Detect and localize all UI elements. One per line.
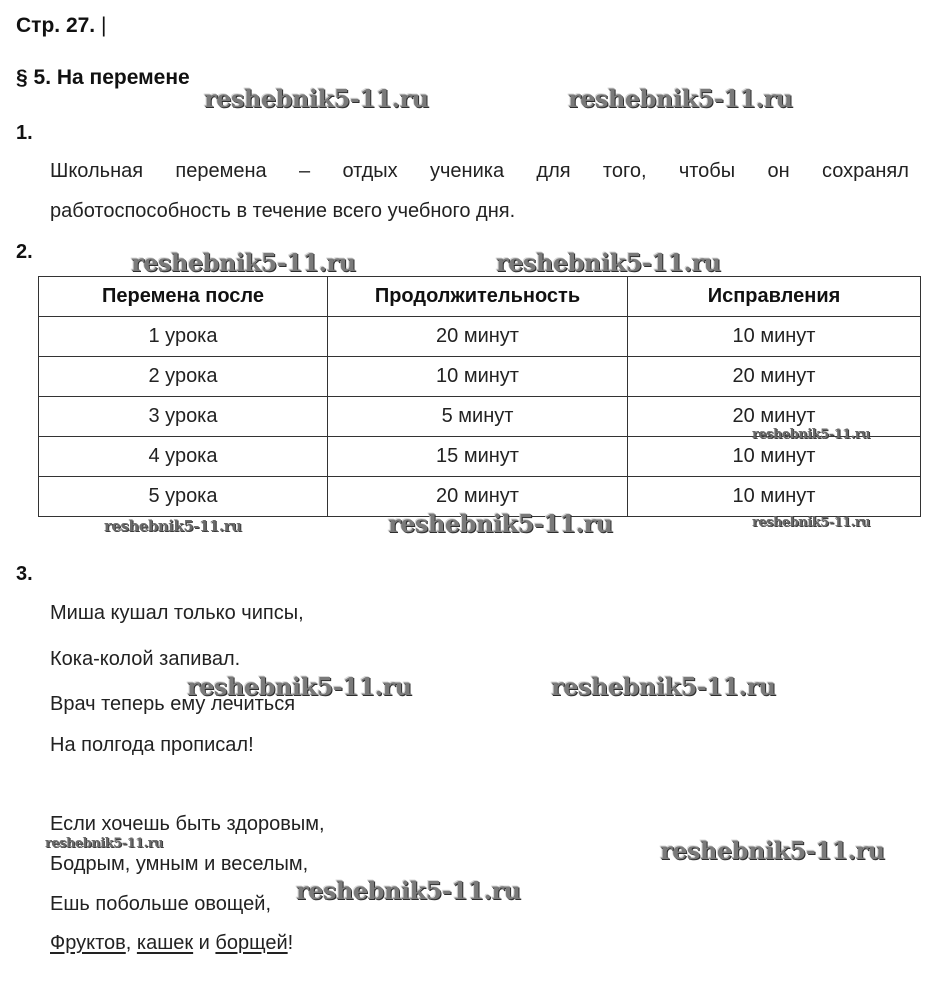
poem-line: Врач теперь ему лечиться: [50, 693, 296, 715]
watermark: reshebnik5-11.ru: [660, 836, 885, 865]
table-cell: 20 минут: [628, 357, 921, 397]
table-cell: 10 минут: [628, 437, 921, 477]
word: ученика: [430, 160, 505, 182]
page-number: Стр. 27.: [16, 14, 101, 37]
table-cell: 2 урока: [39, 357, 328, 397]
table-cell: 20 минут: [628, 397, 921, 437]
watermark: reshebnik5-11.ru: [388, 509, 613, 538]
separator: ,: [125, 932, 137, 954]
underlined-word: кашек: [136, 932, 194, 954]
section-title: § 5. На перемене: [16, 66, 190, 89]
word: для: [536, 160, 571, 182]
watermark: reshebnik5-11.ru: [131, 248, 356, 277]
poem-line: Кока-колой запивал.: [50, 648, 241, 670]
word: того,: [602, 160, 647, 182]
column-header: Исправления: [628, 277, 921, 317]
task-1-line-1: [50, 151, 909, 191]
table-cell: 4 урока: [39, 437, 328, 477]
task-1-line-2: работоспособность в течение всего учебного дня.: [50, 200, 516, 222]
watermark: reshebnik5-11.ru: [104, 517, 242, 535]
column-header: Перемена после: [39, 277, 328, 317]
poem-last-line: [50, 932, 293, 955]
cursor-mark: |: [100, 14, 107, 37]
word: –: [298, 160, 311, 182]
poem-line: Ешь побольше овощей,: [50, 893, 271, 915]
watermark: reshebnik5-11.ru: [187, 672, 412, 701]
table-cell: 5 минут: [328, 397, 628, 437]
word: он: [767, 160, 790, 182]
table-cell: 15 минут: [328, 437, 628, 477]
watermark: reshebnik5-11.ru: [496, 248, 721, 277]
watermark: reshebnik5-11.ru: [45, 836, 164, 851]
table-row: [39, 317, 921, 357]
task-3-number: 3.: [16, 563, 33, 585]
task-1-text: [50, 151, 909, 231]
table-row: [39, 357, 921, 397]
watermark: reshebnik5-11.ru: [568, 84, 793, 113]
poem-line: Если хочешь быть здоровым,: [50, 813, 325, 835]
watermark: reshebnik5-11.ru: [296, 876, 521, 905]
table-header-row: [39, 277, 921, 317]
page-label: [16, 14, 106, 38]
poem-line: Миша кушал только чипсы,: [50, 602, 304, 624]
table-cell: 10 минут: [328, 357, 628, 397]
word: сохранял: [821, 160, 909, 182]
table-cell: 10 минут: [628, 317, 921, 357]
underlined-word: борщей: [215, 932, 288, 954]
task-2-number: 2.: [16, 241, 33, 263]
word: перемена: [175, 160, 267, 182]
table-cell: 10 минут: [628, 477, 921, 517]
table-cell: 5 урока: [39, 477, 328, 517]
watermark: reshebnik5-11.ru: [204, 84, 429, 113]
separator: и: [193, 932, 216, 954]
word: чтобы: [678, 160, 736, 182]
table-cell: 1 урока: [39, 317, 328, 357]
word: Школьная: [50, 160, 144, 182]
underlined-word: Фруктов: [50, 932, 126, 954]
word: отдых: [342, 160, 398, 182]
watermark: reshebnik5-11.ru: [752, 427, 871, 442]
watermark: reshebnik5-11.ru: [551, 672, 776, 701]
table-cell: 3 урока: [39, 397, 328, 437]
table-cell: 20 минут: [328, 477, 628, 517]
watermark: reshebnik5-11.ru: [752, 515, 871, 530]
breaks-table: [38, 276, 921, 517]
poem-line: Бодрым, умным и веселым,: [50, 853, 309, 875]
table-cell: 20 минут: [328, 317, 628, 357]
poem-line: На полгода прописал!: [50, 734, 254, 756]
column-header: Продолжительность: [328, 277, 628, 317]
punctuation: !: [287, 932, 294, 954]
task-1-number: 1.: [16, 122, 33, 144]
table-row: [39, 437, 921, 477]
